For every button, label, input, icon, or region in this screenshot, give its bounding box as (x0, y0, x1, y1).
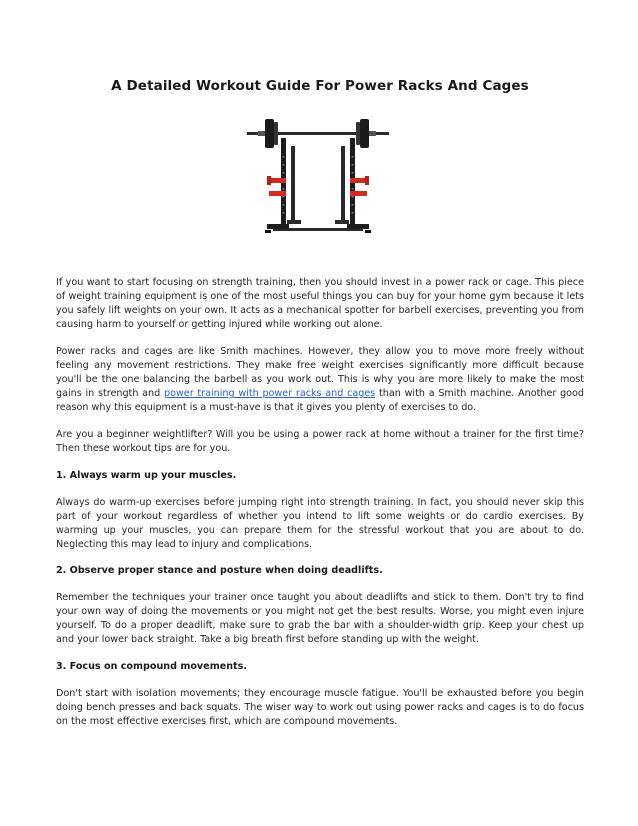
paragraph-text: than with a Smith machine. Another good reason why this equipment is a must-have is that it gives you plenty of exercises to do. (56, 388, 584, 414)
heading-warm-up: 1. Always warm up your muscles. (56, 469, 237, 481)
heading-deadlifts: 2. Observe proper stance and posture when doing deadlifts. (56, 565, 383, 577)
paragraph-text: Power racks and cages are like Smith machines. However, they allow you to move more freely without feeling any movement restrictions. They make free weight exercises significantly more difficult because you'll be the one balancing the barbell as you work out. This is why you are more likely to make the most gains in strength and (56, 345, 584, 400)
paragraph-deadlifts: Remember the techniques your trainer once taught you about deadlifts and stick to them. Don't try to find your own way of doing the movements or you might not get the best results. Worse, you might even injure yourself. To do a proper deadlift, make sure to grab the bar with a shoulder-width grip. Keep your chest up and your lower back straight. Take a big breath first before standing up with the weight. (56, 592, 584, 646)
paragraph-intro: If you want to start focusing on strength training, then you should invest in a power rack or cage. This piece of weight training equipment is one of the most useful things you can buy for your home gym because it lets you safely lift weights on your own. It acts as a mechanical spotter for barbell exercises, preventing you from causing harm to yourself or getting injured while working out alone. (56, 277, 584, 331)
power-training-link[interactable]: power training with power racks and cages (163, 388, 376, 400)
heading-compound: 3. Focus on compound movements. (56, 661, 247, 673)
document-body (56, 276, 584, 742)
document-title: A Detailed Workout Guide For Power Racks And Cages (111, 78, 529, 94)
power-rack-image (243, 106, 393, 242)
paragraph-beginner: Are you a beginner weightlifter? Will you be using a power rack at home without a trainer for the first time? Then these workout tips are for you. (56, 429, 584, 455)
paragraph-warm-up: Always do warm-up exercises before jumping right into strength training. In fact, you should never skip this part of your workout regardless of whether you intend to lift some weights or do cardio exercises. By warming up your muscles, you can prepare them for the stressful workout that you are about to do. Neglecting this may lead to injury and complications. (56, 496, 584, 550)
paragraph-compound: Don't start with isolation movements; they encourage muscle fatigue. You'll be exhausted before you begin doing bench presses and back squats. The wiser way to work out using power racks and cages is to do focus on the most effective exercises first, which are compound movements. (56, 687, 584, 727)
paragraph-power-racks (56, 345, 584, 415)
